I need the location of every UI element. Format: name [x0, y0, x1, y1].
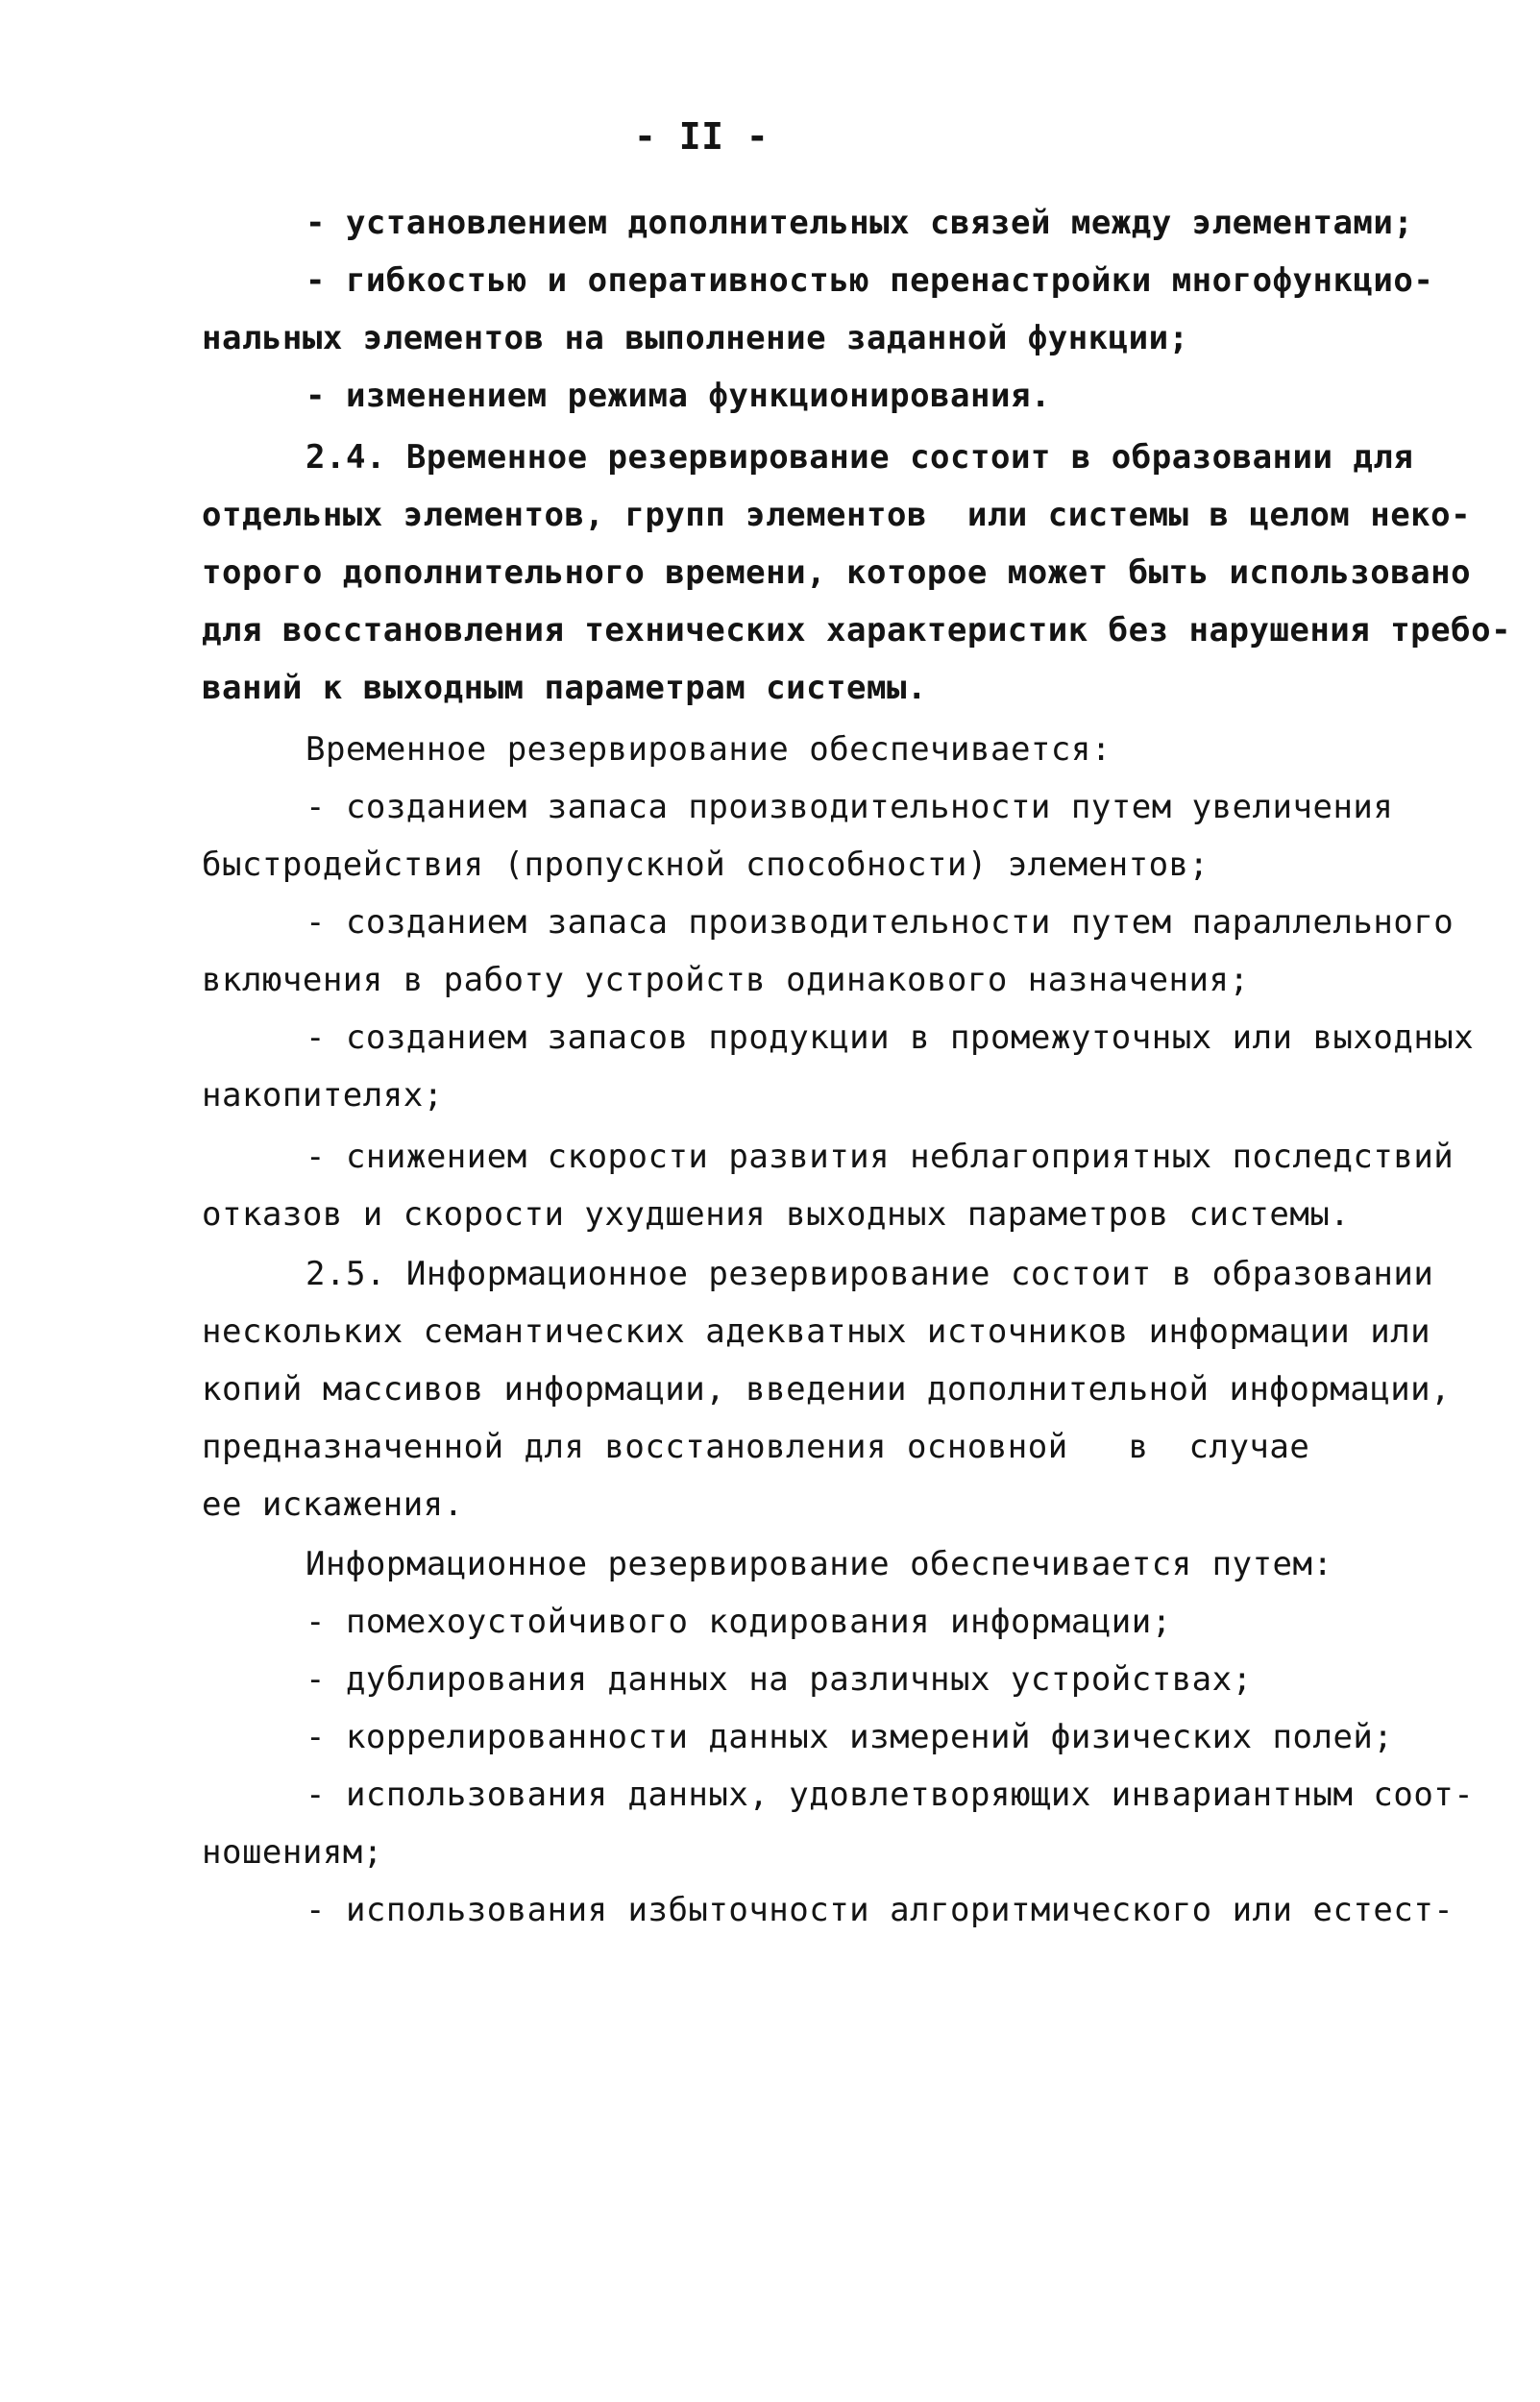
text-line: 2.4. Временное резервирование состоит в образовании для [306, 438, 1414, 477]
text-line: нальных элементов на выполнение заданной функции; [202, 319, 1189, 357]
text-line: торого дополнительного времени, которое может быть использовано [202, 553, 1472, 592]
text-line: - созданием запасов продукции в промежуточных или выходных [306, 1018, 1475, 1057]
text-line: накопителях; [202, 1076, 444, 1115]
text-line: включения в работу устройств одинакового назначения; [202, 961, 1250, 999]
text-line: - гибкостью и оперативностью перенастройки многофункцио- [306, 261, 1434, 300]
text-line: - изменением режима функционирования. [306, 377, 1051, 415]
text-line: ваний к выходным параметрам системы. [202, 669, 927, 707]
text-line: Временное резервирование обеспечивается: [306, 730, 1112, 769]
text-line: - помехоустойчивого кодирования информации; [306, 1603, 1172, 1641]
text-line: - коррелированности данных измерений физических полей; [306, 1718, 1394, 1756]
text-line: - созданием запаса производительности путем увеличения [306, 788, 1394, 826]
text-line: быстродействия (пропускной способности) элементов; [202, 846, 1210, 884]
text-line: 2.5. Информационное резервирование состоит в образовании [306, 1255, 1434, 1293]
text-line: - снижением скорости развития неблагоприятных последствий [306, 1138, 1454, 1176]
text-line: - дублирования данных на различных устройствах; [306, 1660, 1253, 1699]
text-line: - использования данных, удовлетворяющих инвариантным соот- [306, 1776, 1475, 1814]
text-line: отдельных элементов, групп элементов или системы в целом неко- [202, 496, 1472, 534]
text-line: предназначенной для восстановления основной в случае [202, 1428, 1310, 1466]
page-number: - II - [634, 115, 770, 158]
text-line: ее искажения. [202, 1485, 464, 1524]
text-line: - созданием запаса производительности путем параллельного [306, 903, 1454, 942]
text-line: ношениям; [202, 1833, 383, 1872]
text-line: Информационное резервирование обеспечивается путем: [306, 1545, 1333, 1583]
text-line: нескольких семантических адекватных источников информации или [202, 1312, 1431, 1351]
text-line: отказов и скорости ухудшения выходных параметров системы. [202, 1195, 1351, 1234]
text-line: для восстановления технических характеристик без нарушения требо- [202, 611, 1512, 650]
text-line: - установлением дополнительных связей между элементами; [306, 204, 1414, 242]
text-line: - использования избыточности алгоритмического или естест- [306, 1891, 1454, 1929]
text-line: копий массивов информации, введении дополнительной информации, [202, 1370, 1452, 1409]
